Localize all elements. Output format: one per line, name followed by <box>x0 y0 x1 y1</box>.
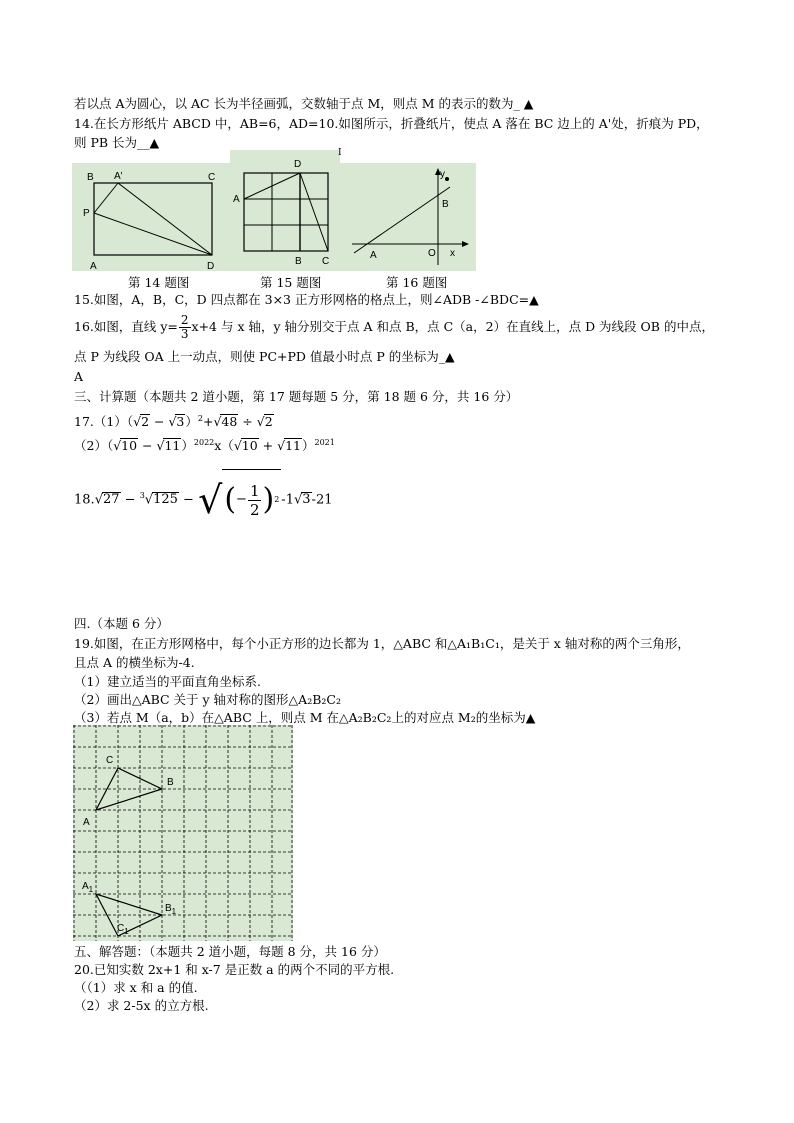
fig16-label-x: x <box>450 248 455 259</box>
figure-14 <box>72 163 230 271</box>
fig19-label-a1: $A_1$ <box>82 881 94 894</box>
caption-fig16: 第 16 题图 <box>386 275 448 290</box>
q16-stray: A <box>74 369 84 384</box>
fig16-label-b: B <box>442 199 449 210</box>
q20-part2: （2）求 2-5x 的立方根. <box>74 998 209 1013</box>
q19-part3: （3）若点 M（a，b）在△ABC 上，则点 M 在△A₂B₂C₂上的对应点 M₂的坐标为▲ <box>74 710 536 725</box>
q17-part1: $17.(1)(√2 - √3)^2+√48 \div √2$ <box>74 414 273 430</box>
fig15-label-d: D <box>294 159 302 170</box>
q13-tail: 若以点 A为圆心，以 AC 长为半径画弧，交数轴于点 M，则点 M 的表示的数为_ ▲ <box>74 96 534 111</box>
q14-line1: 14.在长方形纸片 ABCD 中，AB=6，AD=10.如图所示，折叠纸片，使点 A 落在 BC 边上的 A'处，折痕为 PD， <box>74 116 709 131</box>
fig14-label-a1: A' <box>114 171 123 182</box>
section-4-heading: 四.（本题 6 分） <box>74 616 169 631</box>
q14-line2: 则 PB 长为__▲ <box>74 135 160 150</box>
section-3-heading: 三、计算题（本题共 2 道小题，第 17 题每题 5 分，第 18 题 6 分，共 16 分） <box>74 389 519 404</box>
q20-part1: （（1）求 x 和 a 的值. <box>74 980 198 995</box>
fig16-top-mark: I <box>338 148 342 158</box>
fig15-label-b: B <box>295 256 302 267</box>
section-5-heading: 五、解答题：（本题共 2 道小题，每题 8 分，共 16 分） <box>74 944 386 959</box>
q18-fraction: $\frac{1}{2}$ <box>249 481 260 519</box>
caption-fig14: 第 14 题图 <box>128 275 190 290</box>
fig16-label-o: O <box>428 248 436 259</box>
fig16-label-y: y <box>440 169 445 180</box>
fig19-label-b1: $B_1$ <box>165 903 177 916</box>
q17-part2: $(2)(√10 - √11)^{2022}x(√10 + √11)^{2021}$ <box>74 438 335 454</box>
fig16-label-a: A <box>370 250 377 261</box>
q19-part1: （1）建立适当的平面直角坐标系. <box>74 674 261 689</box>
figure-16 <box>340 163 476 271</box>
q19-part2: （2）画出△ABC 关于 y 轴对称的图形△A₂B₂C₂ <box>74 692 341 707</box>
caption-fig15: 第 15 题图 <box>260 275 322 290</box>
q20-line1: 20.已知实数 2x+1 和 x-7 是正数 a 的两个不同的平方根. <box>74 962 395 977</box>
q19-line1: 19.如图，在正方形网格中，每个小正方形的边长都为 1，△ABC 和△A₁B₁C₁，是关于 x 轴对称的两个三角形， <box>74 636 690 651</box>
fig15-label-a: A <box>233 194 240 205</box>
fig19-label-c1: $C_1$ <box>117 923 129 936</box>
q15: 15.如图，A，B，C，D 四点都在 3×3 正方形网格的格点上，则∠ADB -∠BDC=▲ <box>74 292 539 307</box>
q16-line1: 16.如图，直线 y= $\frac{2}{3}$ x+4 与 x 轴，y 轴分别交于点 A 和点 B，点 C（a，2）在直线上，点 D 为线段 OB 的中点， <box>74 313 714 341</box>
fig14-label-a: A <box>90 261 97 271</box>
fig15-label-c: C <box>322 256 330 267</box>
fig14-label-b: B <box>87 172 94 183</box>
figure-19 <box>73 725 293 941</box>
q16-line2: 点 P 为线段 OA 上一动点，则使 PC+PD 值最小时点 P 的坐标为_▲ <box>74 349 455 364</box>
fig14-label-d: D <box>207 261 215 271</box>
fig14-label-c: C <box>208 172 216 183</box>
q16-fraction: $\frac{2}{3}$ <box>180 313 189 341</box>
fig19-label-c: C <box>106 755 114 766</box>
q18: 18.√27 − $^3$√125 − √(− $\frac{1}{2}$ )$^2$ -1√3-21 <box>74 466 332 531</box>
fig14-label-p: P <box>83 208 90 219</box>
figure-15 <box>230 150 340 271</box>
fig19-label-b: B <box>167 777 174 788</box>
q19-line2: 且点 A 的横坐标为-4. <box>74 655 195 670</box>
fig19-label-a: A <box>83 817 90 828</box>
